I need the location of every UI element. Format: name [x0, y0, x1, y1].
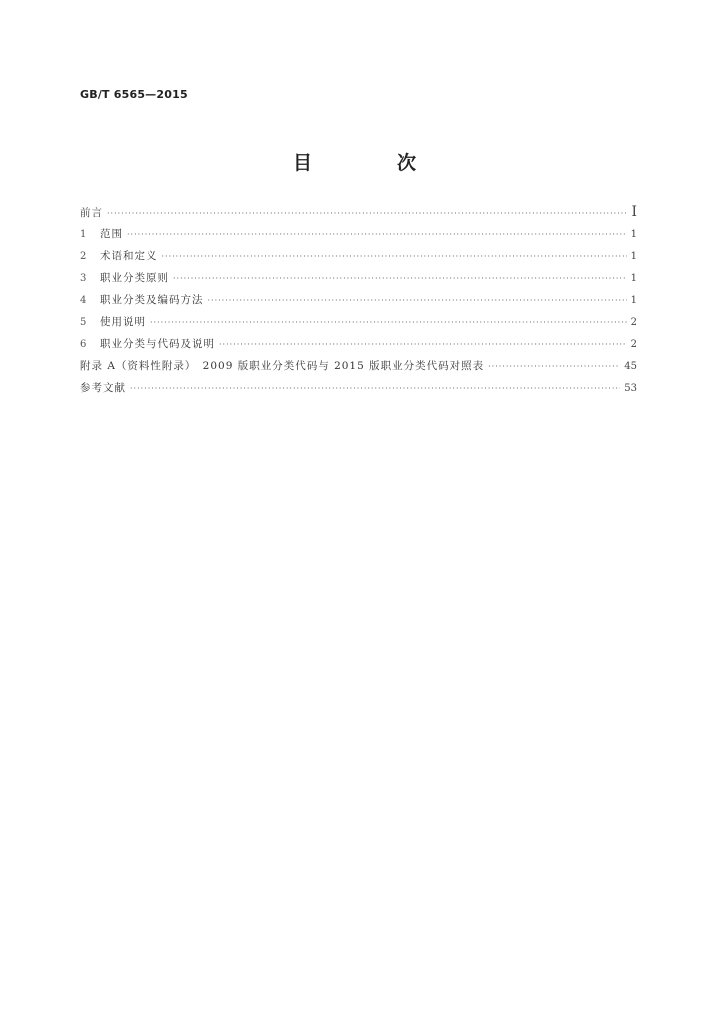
toc-entry-number: 5 [80, 317, 87, 328]
toc-entry-foreword[interactable] [80, 204, 637, 226]
toc-entry-label: 范围 [100, 228, 123, 240]
toc-entry-page: I [631, 204, 637, 220]
toc-entry-label: 使用说明 [100, 316, 146, 328]
toc-entry-label: 术语和定义 [100, 250, 158, 262]
toc-entry-page: 53 [624, 383, 637, 394]
toc-entry-page: 2 [630, 339, 637, 350]
toc-entry-number: 1 [80, 229, 87, 240]
toc-leader-dots [219, 340, 627, 349]
toc-entry-number: 6 [80, 339, 87, 350]
toc-entry-label: 前言 [80, 207, 103, 219]
toc-entry-appendix-a[interactable] [80, 358, 637, 380]
toc-leader-dots [208, 296, 627, 305]
toc-entry-number: 4 [80, 295, 87, 306]
toc-entry-coding-method[interactable] [80, 292, 637, 314]
toc-entry-page: 2 [630, 317, 637, 328]
toc-leader-dots [150, 318, 627, 327]
toc-entry-classification-codes[interactable] [80, 336, 637, 358]
table-of-contents [80, 204, 637, 402]
toc-entry-label: 附录 A（资料性附录） 2009 版职业分类代码与 2015 版职业分类代码对照表 [80, 360, 485, 372]
toc-entry-references[interactable] [80, 380, 637, 402]
toc-entry-number: 2 [80, 251, 87, 262]
toc-leader-dots [162, 252, 627, 261]
toc-entry-principles[interactable] [80, 270, 637, 292]
toc-leader-dots [173, 274, 627, 283]
toc-entry-page: 45 [624, 361, 637, 372]
page-title: 目 次 [292, 152, 449, 174]
toc-entry-number: 3 [80, 273, 87, 284]
toc-entry-label: 参考文献 [80, 382, 126, 394]
toc-entry-scope[interactable] [80, 226, 637, 248]
toc-entry-page: 1 [630, 251, 637, 262]
toc-leader-dots [107, 209, 627, 218]
toc-entry-label: 职业分类与代码及说明 [100, 338, 215, 350]
toc-leader-dots [488, 362, 620, 371]
standard-code: GB/T 6565—2015 [80, 88, 188, 101]
toc-entry-page: 1 [630, 229, 637, 240]
toc-entry-terms[interactable] [80, 248, 637, 270]
toc-entry-label: 职业分类及编码方法 [100, 294, 204, 306]
toc-entry-usage[interactable] [80, 314, 637, 336]
toc-leader-dots [127, 230, 627, 239]
toc-entry-page: 1 [630, 273, 637, 284]
toc-entry-label: 职业分类原则 [100, 272, 169, 284]
toc-leader-dots [130, 384, 620, 393]
toc-entry-page: 1 [630, 295, 637, 306]
